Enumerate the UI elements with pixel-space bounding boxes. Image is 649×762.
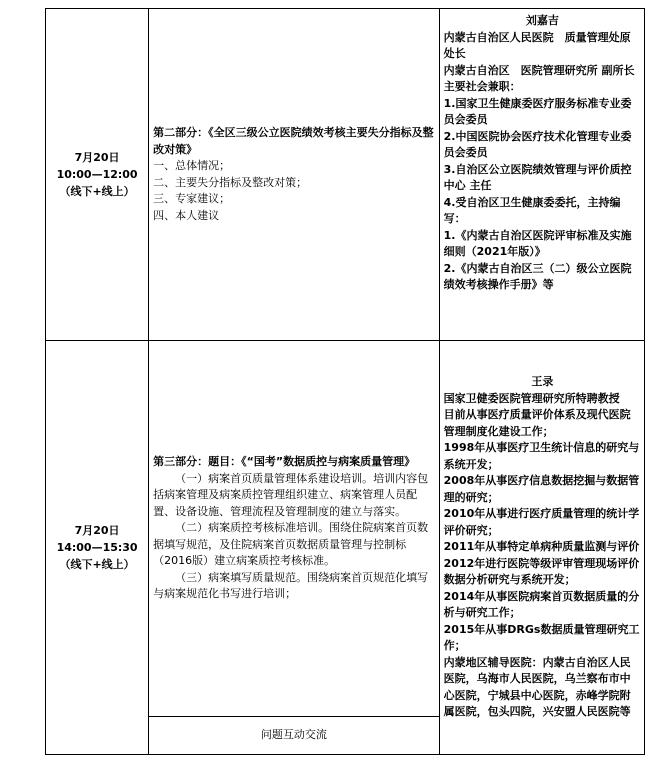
speaker-bio-line: 2014年从事医院病案首页数据质量的分析与研究工作； bbox=[443, 589, 640, 620]
session-time: 14:00—15:30 bbox=[56, 541, 138, 554]
speaker-bio-line: 2010年从事进行医疗质量管理的统计学评价研究； bbox=[443, 507, 640, 537]
speaker-bio-line: 1998年从事医疗卫生统计信息的研究与系统开发； bbox=[443, 441, 640, 471]
session-date: 7月20日 bbox=[74, 524, 120, 537]
speaker-bio-line: 2008年从事医疗信息数据挖掘与数据管理的研究； bbox=[443, 474, 640, 504]
qa-cell bbox=[149, 717, 439, 755]
speaker-bio-line: 国家卫健委医院管理研究所特聘教授 bbox=[443, 391, 620, 405]
section-title: 第三部分：题目：《“国考”数据质控与病案质量管理》 bbox=[153, 455, 416, 469]
speaker-bio-line: 内蒙地区辅导医院：内蒙古自治区人民医院，乌海市人民医院，乌兰察布市中心医院，宁城县中心医院，赤峰学院附属医院，包头四院，兴安盟人民医院等 bbox=[443, 655, 631, 719]
content-cell bbox=[149, 9, 439, 341]
schedule-table bbox=[45, 8, 645, 755]
speaker-bio-line: 内蒙古自治区 医院管理研究所 副所长 bbox=[443, 63, 635, 77]
outline-item: 一、总体情况； bbox=[153, 159, 231, 172]
speaker-bio-line: 目前从事医疗质量评价体系及现代医院管理制度化建设工作； bbox=[443, 408, 631, 438]
section-title: 第二部分：《全区三级公立医院绩效考核主要失分指标及整改对策》 bbox=[153, 126, 434, 156]
time-cell bbox=[46, 341, 149, 755]
content-cell bbox=[149, 341, 439, 717]
content-paragraph: （三）病案填写质量规范。围绕病案首页规范化填写与病案规范化书写进行培训； bbox=[153, 570, 429, 601]
speaker-bio-line: 2012年进行医院等级评审管理现场评价数据分析研究与系统开发； bbox=[443, 556, 640, 587]
content-paragraph: （二）病案质控考核标准培训。围绕住院病案首页数据填写规范，及住院病案首页数据质量管理与控制标（2016版）建立病案质控考核标准。 bbox=[153, 521, 429, 568]
speaker-bio-line: 4.受自治区卫生健康委委托，主持编写： bbox=[443, 195, 621, 225]
session-date: 7月20日 bbox=[74, 151, 120, 164]
outline-item: 四、本人建议 bbox=[153, 208, 220, 222]
speaker-cell bbox=[439, 341, 644, 755]
session-time: 10:00—12:00 bbox=[56, 168, 138, 181]
speaker-cell bbox=[439, 9, 644, 341]
speaker-bio-line: 2015年从事DRGs数据质量管理研究工作； bbox=[443, 622, 640, 653]
speaker-name: 王录 bbox=[531, 375, 554, 389]
outline-item: 二、主要失分指标及整改对策； bbox=[153, 175, 308, 189]
time-cell bbox=[46, 9, 149, 341]
speaker-bio-line: 2.中国医院协会医疗技术化管理专业委员会委员 bbox=[443, 129, 632, 159]
speaker-bio-line: 主要社会兼职： bbox=[443, 80, 521, 93]
schedule-row-part2 bbox=[46, 9, 645, 341]
outline-item: 三、专家建议； bbox=[153, 192, 231, 205]
qa-label: 问题互动交流 bbox=[260, 728, 327, 742]
content-paragraph: （一）病案首页质量管理体系建设培训。培训内容包括病案管理及病案质控管理组织建立、病案管理人员配置、设备设施、管理流程及管理制度的建立与落实。 bbox=[153, 471, 429, 518]
speaker-bio-line: 2.《内蒙古自治区三（二）级公立医院绩效考核操作手册》等 bbox=[443, 261, 632, 291]
speaker-name: 刘嘉吉 bbox=[525, 14, 559, 27]
speaker-bio-line: 2011年从事特定单病种质量监测与评价 bbox=[443, 540, 640, 554]
speaker-bio-line: 3.自治区公立医院绩效管理与评价质控中心 主任 bbox=[443, 162, 632, 192]
speaker-bio-line: 1.《内蒙古自治区医院评审标准及实施细则（2021年版）》 bbox=[443, 228, 632, 258]
session-mode: （线下+线上） bbox=[59, 185, 135, 198]
session-mode: （线下+线上） bbox=[59, 558, 135, 571]
speaker-bio-line: 内蒙古自治区人民医院 质量管理处原处长 bbox=[443, 30, 631, 60]
schedule-row-part3 bbox=[46, 341, 645, 717]
speaker-bio-line: 1.国家卫生健康委医疗服务标准专业委员会委员 bbox=[443, 96, 632, 126]
